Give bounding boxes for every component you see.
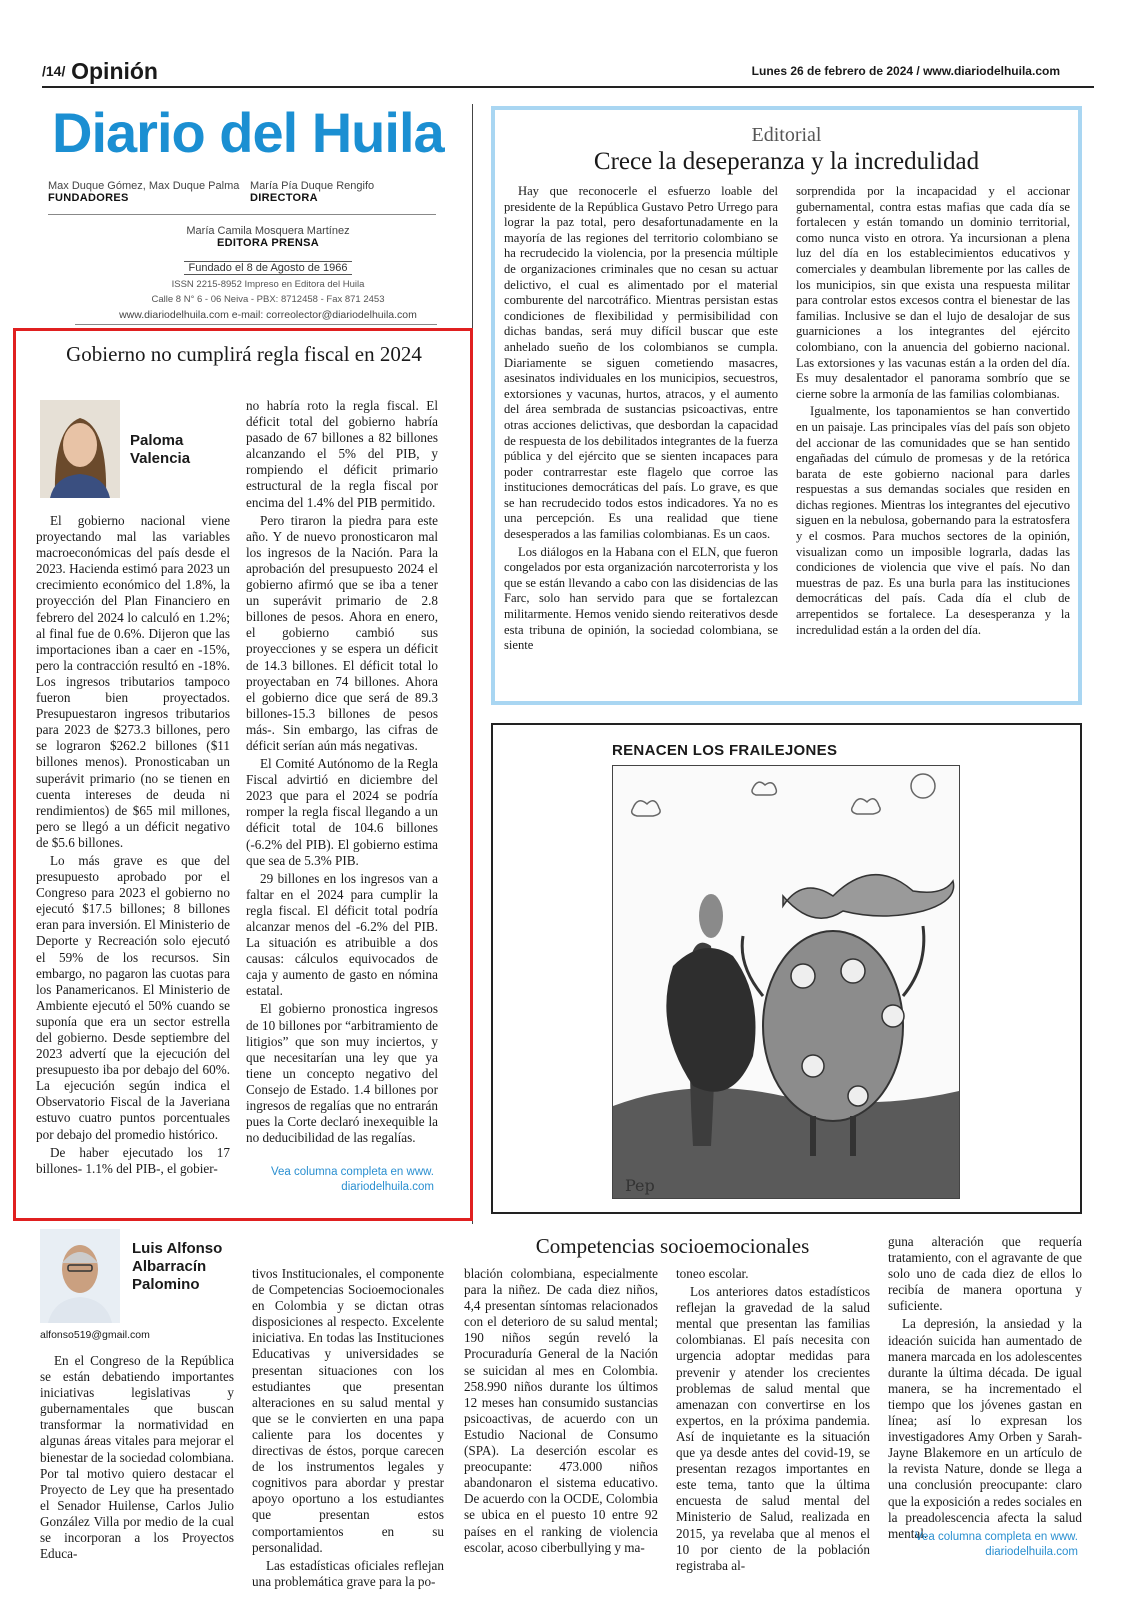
editorial-kicker: Editorial (751, 124, 822, 146)
column2-text-1 (40, 1353, 234, 1562)
director-label: DIRECTORA (250, 192, 318, 204)
editor-name: María Camila Mosquera Martínez (186, 225, 350, 237)
masthead-bottom-rule (75, 324, 437, 325)
editorial-column-1 (504, 184, 778, 654)
author-portrait-image (40, 400, 120, 498)
founders-names: Max Duque Gómez, Max Duque Palma (48, 180, 240, 192)
page-section-header (42, 58, 158, 85)
paragraph: De haber ejecutado los 17 billones- 1.1% del PIB-, el gobier- (36, 1144, 230, 1176)
frailejon-cartoon-image (613, 766, 959, 1198)
column2-text-5 (888, 1234, 1082, 1542)
column1-text-left (36, 513, 230, 1177)
newspaper-logo: Diario del Huila (52, 101, 444, 164)
paragraph: 29 billones en los ingresos van a faltar en el 2024 para cumplir la regla fiscal. El déficit total podría alcanzar menos del -6.2% del PIB. La situación es atribuible a dos causas: cálculos equivocados de caja y aumento de gasto en nómina estatal. (246, 870, 438, 999)
author-photo (40, 400, 120, 498)
column-title: Gobierno no cumplirá regla fiscal en 2024 (66, 342, 422, 366)
author-portrait-image (40, 1229, 120, 1323)
read-more-link[interactable]: Vea columna completa en www. diariodelhuila.com (914, 1531, 1078, 1558)
director (250, 180, 374, 204)
paragraph: tivos Institucionales, el componente de Competencias Socioemocionales en Colombia y se dictan otras disposiciones al respecto. Excelente iniciativa. En todas las Instituciones Educativas y universidades se presentan situaciones con los estudiantes que presentan alteraciones en su salud mental y que se le convierten en una papa caliente para los docentes y directivas de éstos, porque carecen de los instrumentos legales y cognitivos para abordar y prestar apoyo oportuno a los estudiantes que presentan estos comportamientos en su personalidad. (252, 1266, 444, 1555)
founded-line (48, 262, 488, 274)
cartoon-illustration (612, 765, 960, 1199)
editor-label: EDITORA PRENSA (217, 237, 319, 249)
section-name: Opinión (71, 58, 158, 84)
paragraph: Igualmente, los taponamientos se han convertido en un paisaje. Las principales vías del país son objeto del accionar de las comunidades que se han sentido engañadas del cúmulo de promesas y de la retórica barata de este gobierno nacional para darles respuestas a sus demandas sociales que residen en dichas regiones. Mientras los integrantes del ejecutivo siguen en la nebulosa, gobernando para la estratosfera y el cosmos. Para muchos sectores de la opinión, visualizan como un imposible lograrla, dadas las condiciones de violencia que vive el país. No dan muestras de paz. Es una burla para las instituciones democráticas del país. Cada día el club de arrepentidos se fortalece. La desesperanza y la incredulidad están a la orden del día. (796, 404, 1070, 637)
paragraph: La depresión, la ansiedad y la ideación suicida han aumentado de manera marcada en los adolescentes durante la última década. De igual manera, se ha incrementado el tiempo que los jóvenes gastan en línea; así lo expresan los investigadores Amy Orben y Sarah-Jayne Blakemore en un artículo de la revista Nature, donde se llega a una conclusión preocupante: claro que la exposición a redes sociales en la preadolescencia afecta la salud mental. (888, 1316, 1082, 1541)
paragraph: no habría roto la regla fiscal. El déficit total del gobierno habría pasado de 67 billones a 82 billones alcanzando el 5% del PIB, y rompiendo el déficit primario estructural de la regla fiscal por encima del 1.4% del PIB permitido. (246, 398, 438, 510)
paragraph: El Comité Autónomo de la Regla Fiscal advirtió en diciembre del 2023 que para el 2024 se podría romper la regla fiscal llegando a un déficit total de 104.6 billones (-6.2% del PIB). El gobierno estima que sea de 5.3% PIB. (246, 756, 438, 868)
director-name: María Pía Duque Rengifo (250, 180, 375, 192)
paragraph: Los anteriores datos estadísticos reflejan la gravedad de la salud mental que presentan las familias colombianas. El país necesita con urgencia adoptar medidas para prevenir y atender los crecientes problemas de salud mental que amenazan con convertirse en los expertos, en la próxima pandemia. Así de inquietante es la situación que ya desde antes del covid-19, se presentan rezagos importantes en este tema, tanto que la última encuesta de salud mental del Ministerio de Salud, realizada en 2015, ya revelaba que al menos el 10 por ciento de la población registraba al- (676, 1284, 870, 1573)
paragraph: El gobierno pronostica ingresos de 10 billones por “arbitramiento de litigios” que son muy inciertos, y que necesitarían una ley que ya tiene un concepto negativo del Consejo de Estado. 1.4 billones por ingresos de regalías que no entrarán pues la Corte declaró inexequible la no deducibilidad de las regalías. (246, 1001, 438, 1146)
editorial-column-2 (796, 184, 1070, 638)
column1-text-right (246, 398, 438, 1146)
cartoon-signature: Pep (625, 1176, 655, 1195)
editorial-title: Crece la deseperanza y la incredulidad (593, 148, 980, 175)
web-email: www.diariodelhuila.com e-mail: correolector@diariodelhuila.com (119, 309, 417, 321)
column2-text-2 (252, 1266, 444, 1590)
issn: ISSN 2215-8952 Impreso en Editora del Huila (171, 279, 365, 290)
paragraph: sorprendida por la incapacidad y el accionar gubernamental, contra estas mafias que cada día se fortalecen y están tomando un dominio territorial, como nunca visto en otrora. Ya incursionan a plena luz del día en los establecimientos educativos y comerciales y deambulan libremente por las calles de los municipios, sin que exista una respuesta militar para controlar estos excesos contra el bienestar de las familias. Inclusive se dan el lujo de desalojar de sus guarniciones a los integrantes del ejército colombiano, con la anuencia del gobierno nacional. Las extorsiones y las vacunas están a la orden del día. Es muy desalentador el panorama sombrío que se cierne sobre la armonía de las familias colombianas. (796, 184, 1070, 401)
author-name: Paloma Valencia (130, 432, 191, 467)
paragraph: En el Congreso de la República se están debatiendo importantes iniciativas legislativas y gubernamentales que buscan transformar la normatividad en algunas áreas vitales para mejorar el bienestar de la sociedad colombiana. Por tal motivo quiero destacar el Proyecto de Ley que ha presentado el Senador Huilense, Carlos Julio González Villa por medio de la cual se incorporan a los Proyectos Educa- (40, 1353, 234, 1562)
founders (48, 180, 239, 204)
address: Calle 8 N° 6 - 06 Neiva - PBX: 8712458 - Fax 871 2453 (151, 294, 385, 305)
author-email[interactable]: alfonso519@gmail.com (40, 1329, 150, 1341)
founded-date: Fundado el 8 de Agosto de 1966 (184, 261, 351, 275)
page-number: /14/ (42, 63, 66, 79)
author-name: Luis Alfonso Albarracín Palomino (132, 1240, 223, 1293)
date-and-site: Lunes 26 de febrero de 2024 / www.diariodelhuila.com (751, 64, 1060, 78)
column2-text-3 (464, 1266, 658, 1556)
cartoon-title: RENACEN LOS FRAILEJONES (612, 742, 838, 759)
paragraph: Las estadísticas oficiales reflejan una problemática grave para la po- (252, 1557, 444, 1589)
author-photo (40, 1229, 120, 1323)
editor (48, 225, 488, 249)
paragraph: Hay que reconocerle el esfuerzo loable del presidente de la República Gustavo Petro Urrego para lograr la paz total, pero desafortunadamente en la mayoría de las regiones del territorio colombiano se ha recrudecido la violencia, por la presencia múltiple de organizaciones criminales que no cesan su actuar delictivo, el cual es alimentado por el material comburente del narcotráfico. Mientras persistan estas condiciones de flexibilidad y permisibilidad con dichas bandas, será muy difícil buscar que este anhelado sueño de los colombianos se cumpla. Diariamente se siguen cometiendo masacres, asesinatos individuales en los municipios, secuestros, extorsiones y vacunas, hurtos, atracos, y el aumento del área sembrada de sustancias psicoactivas, entre otras acciones delictivas, que desbordan la capacidad de respuesta de los debilitados integrantes de la fuerza pública y del ejército que se sienten incapaces para poder contrarrestar este flagelo que corroe las instituciones democráticas del país. Lo grave, es que se han recrudecido todos estos indicadores. Ya no es una percepción. Es una realidad que tiene desesperados a las familias colombianas. Es un caos. (504, 184, 778, 542)
founders-label: FUNDADORES (48, 192, 129, 204)
paragraph: toneo escolar. (676, 1266, 749, 1281)
paragraph: guna alteración que requería tratamiento, con el agravante de que solo uno de cada diez de ellos lo recibía de manera oportuna y suficiente. (888, 1234, 1082, 1314)
column2-text-4 (676, 1266, 870, 1574)
paragraph: Lo más grave es que del presupuesto aprobado por el Congreso para 2023 el gobierno no ejecutó $17.5 billones; 8 billones eran para inversión. El Ministerio de Deporte y Recreación solo ejecutó el 59% de los recursos. Sin embargo, no pagaron las cuotas para los Panamericanos. El Ministerio de Ambiente ejecutó el 50% cuando se suponía que era un sector estrella del gobierno. Desde septiembre del 2023 advertí que la ejecución del presupuesto iba por debajo del 60%. La ejecución según indica el Observatorio Fiscal de la Javeriana estuvo cuatro puntos porcentuales por debajo del promedio histórico. (36, 852, 230, 1142)
column-title: Competencias socioemocionales (535, 1234, 810, 1258)
paragraph: blación colombiana, especialmente para la niñez. De cada diez niños, 4,4 presentan síntomas relacionados con el deterioro de su salud mental; 190 niños según reveló la Procuraduría General de la Nación se suicidan al mes en Colombia. 258.990 niños durante los últimos 12 meses han consumido sustancias psicoactivas, de acuerdo con un Estudio Nacional de Consumo (SPA). La deserción escolar es preocupante: 473.000 niños abandonaron el sistema educativo. De acuerdo con la OCDE, Colombia se ubica en el puesto 10 entre 92 países en el ranking de violencia escolar, acoso ciberbullying y ma- (464, 1266, 658, 1555)
header-rule (42, 86, 1094, 88)
paragraph: El gobierno nacional viene proyectando mal las variables macroeconómicas del país desde el 2023. Hacienda estimó para 2023 un crecimiento económico del 1.8%, la proyección del Plan Financiero en febrero del 2024 lo calculó en 1.2%; al final fue de 0.6%. Dijeron que las importaciones iban a caer en -15%, pero la contracción resultó en -18%. Los ingresos tributarios tampoco fueron bien proyectados. Presupuestaron ingresos tributarios para 2023 de $273.3 billones, pero se lograron $262.2 billones ($11 billones menos). Pronosticaban un superávit primario (no se tienen en cuenta intereses de deuda ni rendimientos) de $65 mil millones, pero se llegó a un déficit negativo de $5.6 billones. (36, 513, 230, 850)
masthead-divider (48, 214, 436, 215)
paragraph: Los diálogos en la Habana con el ELN, que fueron congelados por esta organización narcoterrorista y los que se están llevando a cabo con las disidencias de las Farc, solo han servido para que se fortalezcan militarmente. Hemos venido siendo reiterativos desde esta tribuna de opinión, la sociedad colombiana, se siente (504, 544, 778, 653)
read-more-link[interactable]: Vea columna completa en www. diariodelhuila.com (270, 1166, 434, 1193)
paragraph: Pero tiraron la piedra para este año. Y de nuevo pronosticaron mal los ingresos de la Nación. Para la aprobación del presupuesto 2024 el gobierno afirmó que se iba a tener un superávit primario de 2.8 billones de pesos. Ahora en enero, el gobierno cambió sus proyecciones y se espera un déficit de 14.3 billones. El déficit total lo proyectaban en 74 billones. Ahora el gobierno dice que será de 89.3 billones-15.3 billones de pesos más-. Sin embargo, las cifras de déficit serían aún más negativas. (246, 512, 438, 753)
